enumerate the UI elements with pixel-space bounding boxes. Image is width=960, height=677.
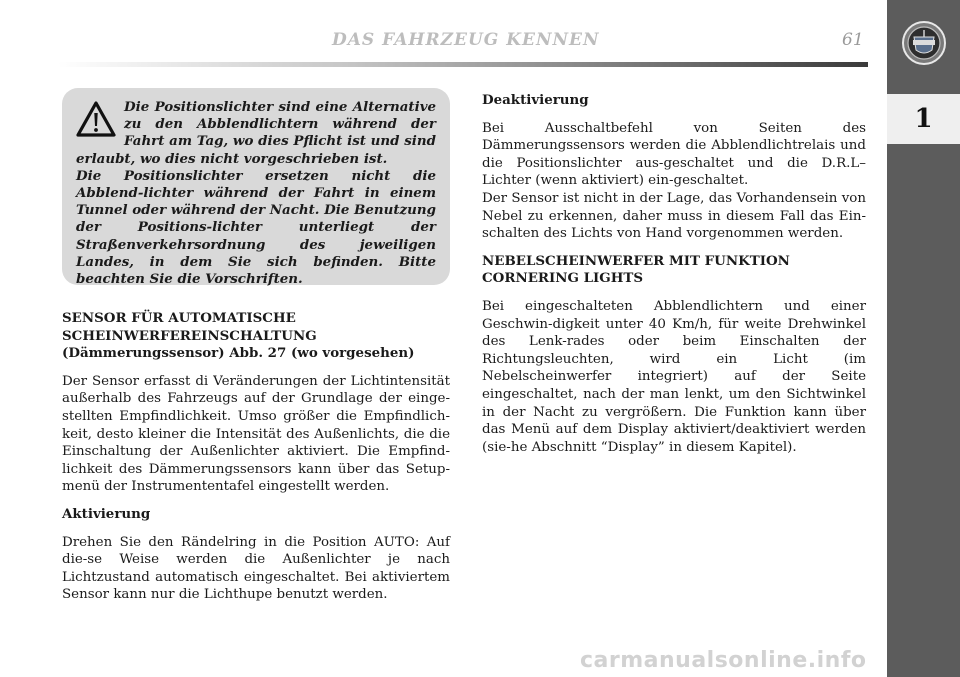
deactivation-heading: Deaktivierung (482, 92, 589, 108)
warning-box (62, 88, 450, 288)
activation-heading: Aktivierung (62, 505, 151, 522)
fog-heading-line1: NEBELSCHEINWERFER MIT FUNKTION (482, 252, 790, 269)
activation-body: Drehen Sie den Rändelring in die Position AUTO: Auf die-se Weise werden die Außenlichter je nach Lichtzustand automatisch eingeschaltet. Bei aktiviertem Sensor kann nur die Lichthupe benutzt werden. (62, 534, 450, 603)
sensor-body: Der Sensor erfasst di Veränderungen der Lichtintensität außerhalb des Fahrzeugs auf der Grundlage der einge-stellten Empfindlichkeit. Umso größer die Empfindlich-keit, desto kleiner die Intensität des Außenlichts, die die Einschaltung der Außenlichter aktiviert. Die Empfind-lichkeit des Dämmerungssensors kann über das Setup-menü der Instrumententafel eingestellt werden. (62, 373, 450, 495)
page-number: 61 (842, 30, 864, 50)
warning-paragraph-2: Die Positionslichter ersetzen nicht die Abblend-lichter während der Fahrt in einem Tunnel oder während der Nacht. Die Benutzung der Positions-lichter unterliegt der Straßenverkehrsordnung des jeweiligen Landes, in dem Sie sich befinden. Bitte beachten Sie die Vorschriften. (76, 167, 436, 288)
deactivation-body-1: Bei Ausschaltbefehl von Seiten des Dämmerungssensors werden die Abblendlichtrelais und die Positionslichter aus-geschaltet und die D.R.L–Lichter (wenn aktiviert) ein-geschaltet. (482, 120, 866, 189)
chapter-tab[interactable]: 1 (887, 94, 960, 144)
header-rule (58, 62, 868, 67)
fog-body: Bei eingeschalteten Abblendlichtern und einer Geschwin-digkeit unter 40 Km/h, für weite Drehwinkel des Lenk-rades oder beim Einschalten der Richtungsleuchten, wird ein Licht (im Nebelscheinwerfer integriert) auf der Seite eingeschaltet, nach der man lenkt, um den Sichtwinkel in der Nacht zu vergrößern. Die Funktion kann über das Menü auf dem Display aktiviert/deaktiviert werden (sie-he Abschnitt “Display” in diesem Kapitel). (482, 298, 866, 455)
warning-paragraph-1: Die Positionslichter sind eine Alternative zu den Abblendlichtern während der Fahrt am Tag, wo dies Pflicht ist und sind erlaubt, wo dies nicht vorgeschrieben ist. (76, 99, 436, 167)
sensor-heading-line1: SENSOR FÜR AUTOMATISCHE (62, 310, 296, 326)
page-header-title: DAS FAHRZEUG KENNEN (332, 30, 600, 50)
lancia-shield-icon (901, 20, 947, 66)
right-column (482, 92, 866, 456)
warning-triangle-icon (76, 101, 116, 137)
chapter-sidebar (887, 0, 960, 677)
sensor-heading-line3: (Dämmerungssensor) Abb. 27 (wo vorgesehen) (62, 345, 415, 362)
sensor-heading-line2: SCHEINWERFEREINSCHALTUNG (62, 327, 317, 344)
left-column (62, 310, 450, 604)
deactivation-body-2: Der Sensor ist nicht in der Lage, das Vorhandensein von Nebel zu erkennen, daher muss in diesem Fall das Ein-schalten des Lichts von Hand vorgenommen werden. (482, 190, 866, 242)
watermark: carmanualsonline.info (580, 648, 867, 673)
fog-heading-line2: CORNERING LIGHTS (482, 270, 644, 287)
